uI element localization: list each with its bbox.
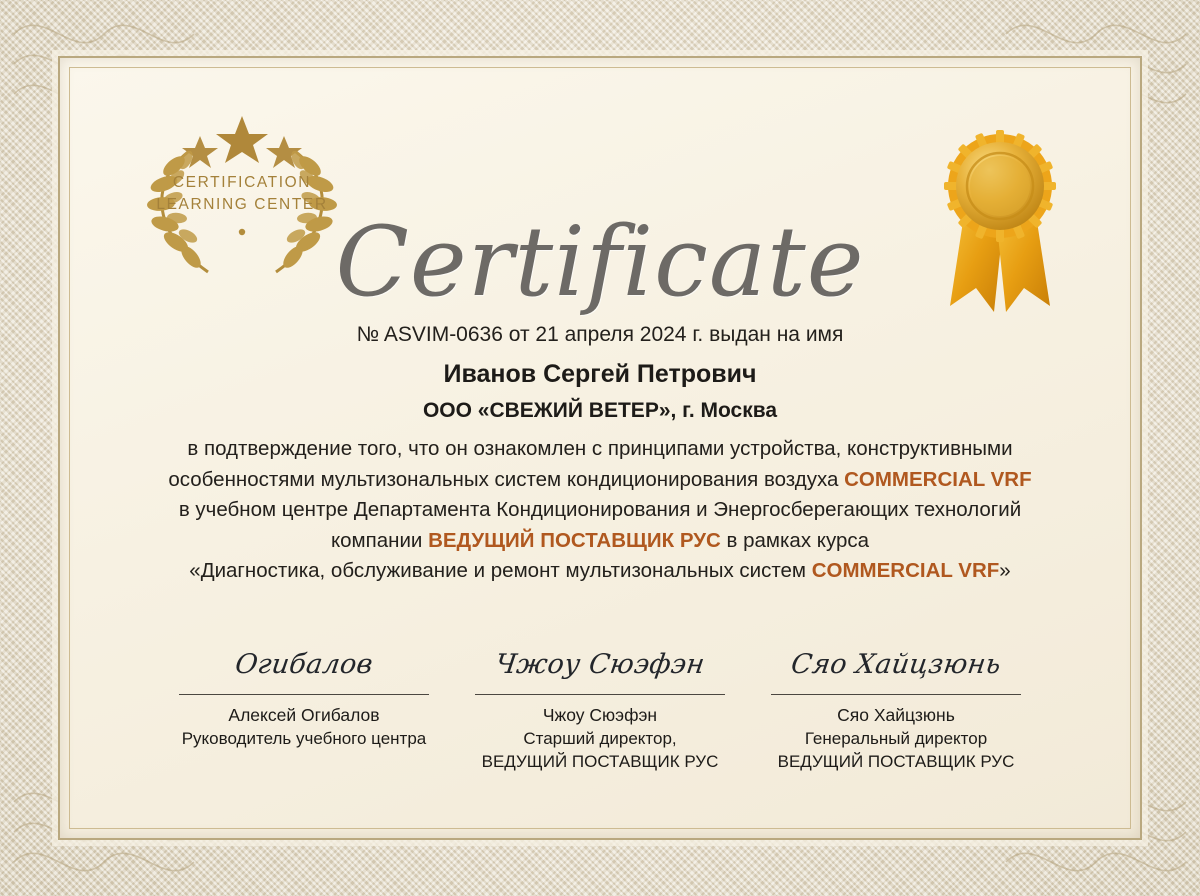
highlight-commercial-vrf-2: COMMERCIAL VRF xyxy=(811,559,1000,582)
body-line-4: компании ВЕДУЩИЙ ПОСТАВЩИК РУС в рамках курса xyxy=(330,528,870,552)
signatory-role-line-1: Генеральный директор xyxy=(804,729,988,748)
signature-mark: Сяо Хайцзюнь xyxy=(789,649,1003,680)
signature-mark: Огибалов xyxy=(233,649,375,680)
signature-rule xyxy=(771,694,1021,695)
emblem-line-1: CERTIFICATION xyxy=(172,174,312,191)
certificate-body xyxy=(140,320,1060,587)
emblem-line-2: LEARNING CENTER xyxy=(156,196,328,213)
body-line-1: в подтверждение того, что он ознакомлен с принципами устройства, конструктивными xyxy=(187,437,1013,460)
recipient-name: Иванов Сергей Петрович xyxy=(443,360,757,388)
signatory-role-line-1: Руководитель учебного центра xyxy=(181,729,427,748)
signatory-name: Чжоу Сюэфэн xyxy=(542,705,658,725)
signature-rule xyxy=(475,694,725,695)
signature-block-2 xyxy=(452,636,748,773)
issue-line: № ASVIM-0636 от 21 апреля 2024 г. выдан на имя xyxy=(356,323,844,346)
body-paragraph xyxy=(140,434,1060,587)
body-line-5: «Диагностика, обслуживание и ремонт мультизональных систем COMMERCIAL VRF» xyxy=(189,559,1011,582)
signatory-role-line-1: Старший директор, xyxy=(523,729,677,748)
body-line-2: особенностями мультизональных систем кондиционирования воздуха COMMERCIAL VRF xyxy=(168,467,1032,491)
signatory-name: Алексей Огибалов xyxy=(228,705,380,725)
signature-block-1 xyxy=(156,636,452,773)
signature-row xyxy=(156,636,1044,773)
body-line-3: в учебном центре Департамента Кондиционирования и Энергосберегающих технологий xyxy=(178,498,1022,521)
signatory-role-line-2: ВЕДУЩИЙ ПОСТАВЩИК РУС xyxy=(777,752,1015,771)
highlight-commercial-vrf-1: COMMERCIAL VRF xyxy=(844,467,1032,491)
signature-rule xyxy=(179,694,429,695)
signatory-name: Сяо Хайцзюнь xyxy=(837,705,955,725)
recipient-organization: ООО «СВЕЖИЙ ВЕТЕР», г. Москва xyxy=(422,399,778,422)
signature-mark: Чжоу Сюэфэн xyxy=(493,649,707,680)
certificate-inner-panel xyxy=(58,56,1142,840)
signature-block-3 xyxy=(748,636,1044,773)
signatory-role-line-2: ВЕДУЩИЙ ПОСТАВЩИК РУС xyxy=(481,752,719,771)
highlight-supplier: ВЕДУЩИЙ ПОСТАВЩИК РУС xyxy=(428,528,721,552)
certificate-title: Certificate xyxy=(335,206,865,318)
